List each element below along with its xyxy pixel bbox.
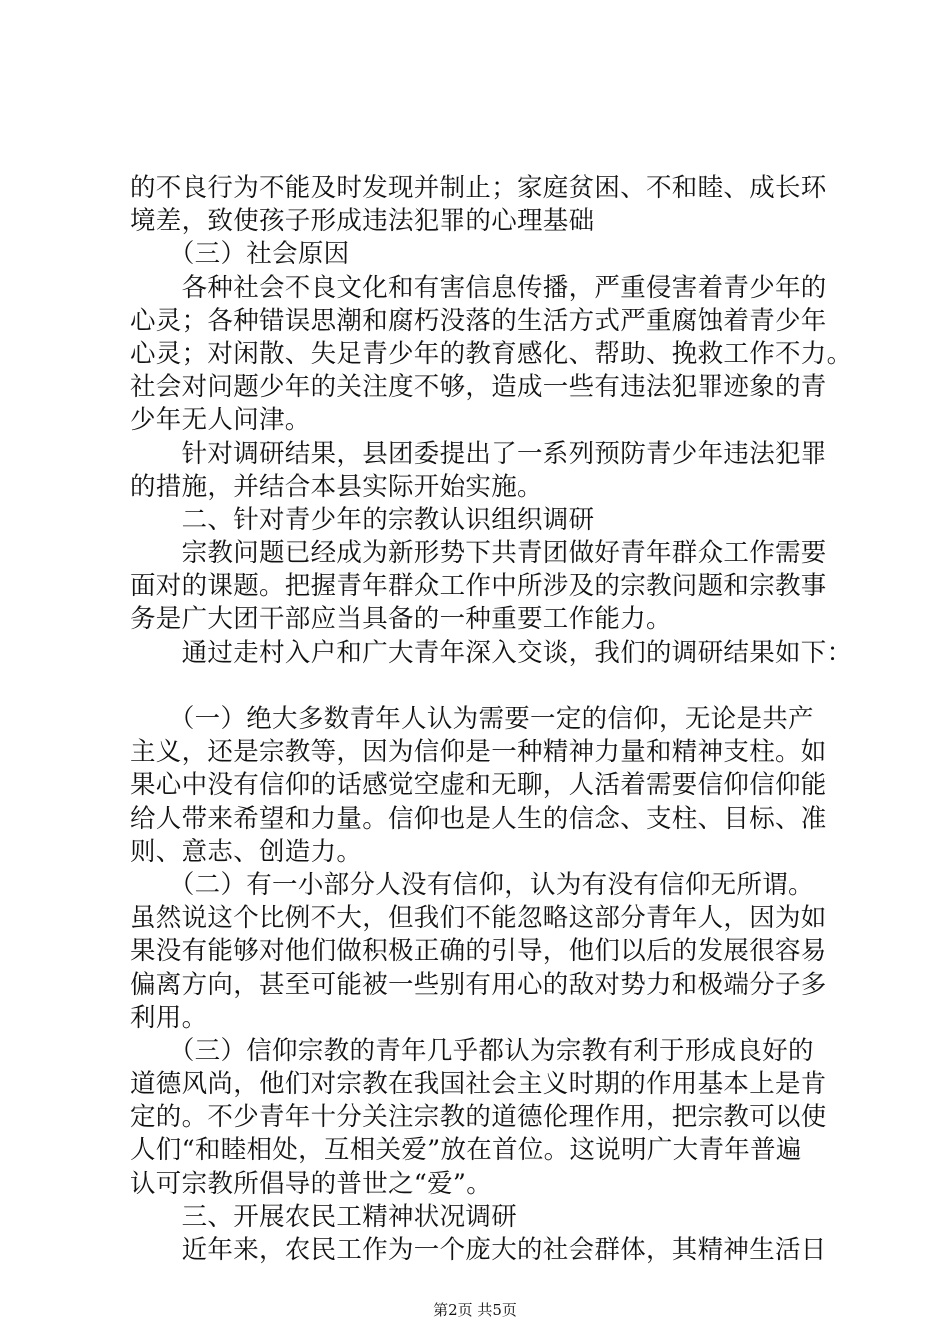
text-line: 定的。不少青年十分关注宗教的道德伦理作用，把宗教可以使 <box>130 1102 827 1133</box>
text-line: 通过走村入户和广大青年深入交谈，我们的调研结果如下： <box>130 637 853 668</box>
text-line: 虽然说这个比例不大，但我们不能忽略这部分青年人，因为如 <box>130 903 827 934</box>
text-line: （三）社会原因 <box>130 239 350 270</box>
text-line: 认可宗教所倡导的普世之“爱”。 <box>130 1168 493 1199</box>
text-line: 主义，还是宗教等，因为信仰是一种精神力量和精神支柱。如 <box>130 737 827 768</box>
text-line: 道德风尚，他们对宗教在我国社会主义时期的作用基本上是肯 <box>130 1069 827 1100</box>
text-line: 面对的课题。把握青年群众工作中所涉及的宗教问题和宗教事 <box>130 571 827 602</box>
page-footer: 第2页 共5页 <box>433 1301 517 1319</box>
blank-line <box>130 670 830 703</box>
text-line: 各种社会不良文化和有害信息传播，严重侵害着青少年的 <box>130 272 827 303</box>
text-line: 宗教问题已经成为新形势下共青团做好青年群众工作需要 <box>130 538 827 569</box>
text-line: 务是广大团干部应当具备的一种重要工作能力。 <box>130 604 672 635</box>
text-line: （二）有一小部分人没有信仰，认为有没有信仰无所谓。 <box>130 869 814 900</box>
text-line: 心灵；对闲散、失足青少年的教育感化、帮助、挽救工作不力。 <box>130 338 853 369</box>
text-line: 近年来，农民工作为一个庞大的社会群体，其精神生活日 <box>130 1235 827 1265</box>
text-line: 社会对问题少年的关注度不够，造成一些有违法犯罪迹象的青 <box>130 372 827 403</box>
text-line: 三、开展农民工精神状况调研 <box>130 1201 518 1232</box>
text-line: 的不良行为不能及时发现并制止；家庭贫困、不和睦、成长环 <box>130 173 827 203</box>
text-line: 偏离方向，甚至可能被一些别有用心的敌对势力和极端分子多 <box>130 969 827 1000</box>
text-line: 心灵；各种错误思潮和腐朽没落的生活方式严重腐蚀着青少年 <box>130 305 827 336</box>
document-body <box>130 172 853 1267</box>
text-line: 人们“和睦相处，互相关爱”放在首位。这说明广大青年普遍 <box>130 1135 802 1166</box>
text-line: 境差，致使孩子形成违法犯罪的心理基础 <box>130 206 595 237</box>
text-line: 少年无人问津。 <box>130 405 311 436</box>
text-line: 利用。 <box>130 1002 208 1033</box>
text-line: （三）信仰宗教的青年几乎都认为宗教有利于形成良好的 <box>130 1035 814 1066</box>
text-line: 果没有能够对他们做积极正确的引导，他们以后的发展很容易 <box>130 936 827 967</box>
text-line: 针对调研结果，县团委提出了一系列预防青少年违法犯罪 <box>130 438 827 469</box>
text-line: 的措施，并结合本县实际开始实施。 <box>130 471 543 502</box>
text-line: 给人带来希望和力量。信仰也是人生的信念、支柱、目标、准 <box>130 803 827 834</box>
text-line: 则、意志、创造力。 <box>130 836 363 867</box>
text-line: （一）绝大多数青年人认为需要一定的信仰，无论是共产 <box>130 704 814 734</box>
text-line: 二、针对青少年的宗教认识组织调研 <box>130 504 595 535</box>
text-line: 果心中没有信仰的话感觉空虚和无聊，人活着需要信仰信仰能 <box>130 770 827 801</box>
